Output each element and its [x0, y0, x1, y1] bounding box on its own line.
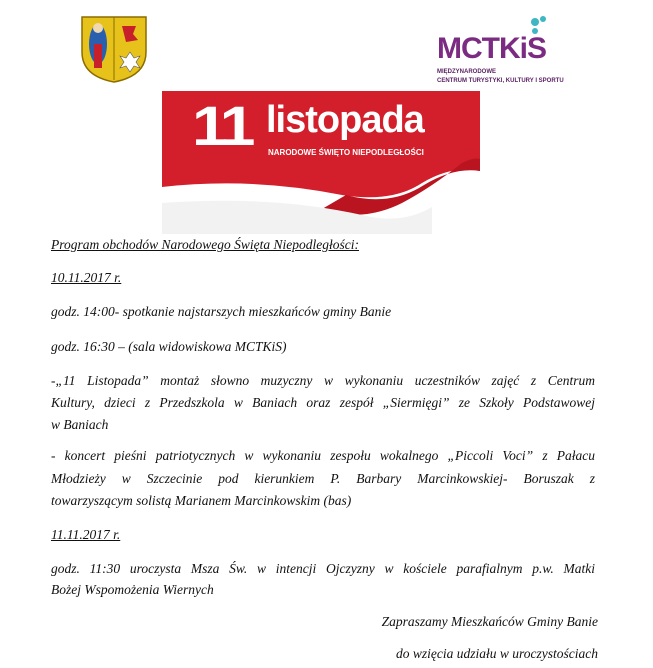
- invite-line-1: Zapraszamy Mieszkańców Gminy Banie: [381, 614, 598, 629]
- day1-item-3-line-2: Kultury, dzieci z Przedszkola w Baniach oraz zespół „Siermięgi” ze Szkoły Podstawowej: [51, 395, 595, 410]
- mctkis-subtitle-2: CENTRUM TURYSTYKI, KULTURY I SPORTU: [437, 78, 564, 84]
- day1-item-4-line-1: - koncert pieśni patriotycznych w wykonaniu zespołu wokalnego „Piccoli Voci” z Pałacu: [51, 448, 595, 463]
- program-title: Program obchodów Narodowego Święta Niepodległości:: [51, 237, 359, 252]
- mctkis-wordmark: MCTKiS: [437, 32, 546, 65]
- day1-item-1: godz. 14:00- spotkanie najstarszych mieszkańców gminy Banie: [51, 304, 392, 319]
- day2-date: 11.11.2017 r.: [51, 527, 121, 542]
- mctkis-logo: [431, 14, 565, 86]
- day1-item-4-line-3: towarzyszącym solistą Marianem Marcinkowskim (bas): [51, 493, 352, 508]
- independence-day-banner: [162, 91, 480, 234]
- day2-item-1-line-1: godz. 11:30 uroczysta Msza Św. w intencji Ojczyzny w kościele parafialnym p.w. Matki: [51, 561, 595, 576]
- day1-item-3-line-3: w Baniach: [51, 417, 109, 432]
- banner-number: 11: [192, 94, 251, 157]
- day1-item-3-line-1: -„11 Listopada” montaż słowno muzyczny w wykonaniu uczestników zajęć z Centrum: [51, 373, 595, 388]
- day1-item-2: godz. 16:30 – (sala widowiskowa MCTKiS): [51, 339, 287, 354]
- day1-item-4-line-2: Młodzieży w Szczecinie pod kierunkiem P. Barbary Marcinkowskiej- Boruszak z: [51, 471, 595, 486]
- invite-line-2: do wzięcia udziału w uroczystościach: [396, 646, 598, 661]
- banner-tagline: NARODOWE ŚWIĘTO NIEPODLEGŁOŚCI: [268, 148, 424, 157]
- banner-month: listopada: [266, 99, 424, 141]
- gmina-banie-coat-of-arms-icon: [78, 14, 150, 84]
- mctkis-subtitle-1: MIĘDZYNARODOWE: [437, 69, 496, 75]
- day1-date: 10.11.2017 r.: [51, 270, 122, 285]
- day2-item-1-line-2: Bożej Wspomożenia Wiernych: [51, 582, 214, 597]
